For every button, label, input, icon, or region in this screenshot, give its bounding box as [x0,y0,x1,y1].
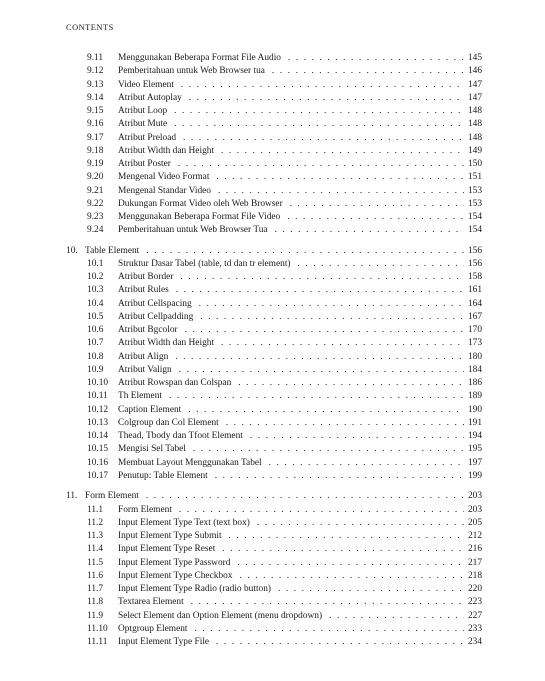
entry-title: Atribut Cellspacing [118,299,195,309]
toc-entry-row [66,258,482,271]
entry-number: 10.11 [87,391,108,402]
leader-dots [118,105,482,118]
leader-dots [118,324,482,337]
entry-title: Atribut Mute [118,119,170,129]
leader-dots [118,470,482,483]
entry-title: Dukungan Format Video oleh Web Browser [118,199,286,209]
toc-entry-row [66,530,482,543]
leader-dots [118,583,482,596]
page-number: 184 [464,364,482,377]
entry-title: Atribut Preload [118,133,179,143]
page-number: 153 [464,185,482,198]
page-number: 191 [464,417,482,430]
page-number: 147 [464,92,482,105]
page-number: 151 [464,171,482,184]
entry-title: Thead, Tbody dan Tfoot Element [118,431,246,441]
page-number: 148 [464,132,482,145]
table-of-contents [66,52,482,649]
page-number: 234 [464,636,482,649]
page-number: 190 [464,404,482,417]
entry-number: 11.11 [87,637,108,648]
page-number: 145 [464,52,482,65]
page-number: 203 [464,504,482,517]
leader-dots [118,636,482,649]
leader-dots [118,443,482,456]
entry-title: Membuat Layout Menggunakan Tabel [118,458,265,468]
page-number: 189 [464,390,482,403]
toc-entry-row [66,583,482,596]
leader-dots [118,610,482,623]
entry-title: Input Element Type Password [118,558,233,568]
leader-dots [118,377,482,390]
toc-entry-row [66,517,482,530]
toc-entry-row [66,52,482,65]
leader-dots [118,417,482,430]
toc-entry-row [66,504,482,517]
toc-entry-row [66,404,482,417]
page-number: 148 [464,105,482,118]
page-number: 164 [464,298,482,311]
entry-number: 9.22 [87,198,104,209]
entry-title: Struktur Dasar Tabel (table, td dan tr element) [118,259,294,269]
entry-title: Input Element Type Submit [118,531,225,541]
leader-dots [85,245,482,258]
leader-dots [118,211,482,224]
toc-entry-row [66,324,482,337]
leader-dots [118,224,482,237]
leader-dots [118,52,482,65]
entry-number: 10.12 [87,404,109,415]
toc-entry-row [66,623,482,636]
entry-number: 11.5 [87,557,104,568]
entry-title: Optgroup Element [118,624,191,634]
entry-number: 11.4 [87,544,104,555]
chapter-number: 11. [66,491,78,502]
entry-title: Atribut Autoplay [118,93,185,103]
entry-number: 9.15 [87,106,104,116]
entry-title: Penutup: Table Element [118,471,211,481]
entry-title: Atribut Border [118,272,176,282]
toc-chapter-row [66,245,482,258]
chapter-title: Form Element [85,491,142,501]
page-number: 167 [464,311,482,324]
toc-entry-row [66,377,482,390]
entry-number: 11.7 [87,584,104,595]
leader-dots [118,596,482,609]
page-number: 194 [464,430,482,443]
entry-title: Atribut Width dan Height [118,338,217,348]
leader-dots [118,298,482,311]
page-number: 223 [464,596,482,609]
leader-dots [118,132,482,145]
leader-dots [118,364,482,377]
toc-entry-row [66,171,482,184]
entry-number: 11.2 [87,517,104,528]
leader-dots [118,351,482,364]
leader-dots [118,557,482,570]
entry-number: 10.13 [87,417,109,428]
toc-entry-row [66,65,482,78]
entry-number: 10.5 [87,311,104,322]
entry-number: 9.17 [87,132,104,143]
page-number: 154 [464,211,482,224]
page-number: 173 [464,337,482,350]
leader-dots [118,530,482,543]
section-gap [66,483,482,490]
leader-dots [118,92,482,105]
leader-dots [118,311,482,324]
toc-entry-row [66,198,482,211]
entry-number: 9.21 [87,185,104,196]
entry-title: Textarea Element [118,597,187,607]
entry-number: 10.10 [87,378,109,389]
entry-title: Atribut Poster [118,159,174,169]
leader-dots [118,158,482,171]
leader-dots [118,623,482,636]
entry-title: Atribut Align [118,352,171,362]
page-number: 227 [464,610,482,623]
entry-number: 11.8 [87,597,104,608]
leader-dots [118,79,482,92]
entry-title: Atribut Cellpadding [118,312,196,322]
toc-chapter-row [66,490,482,503]
entry-number: 10.4 [87,298,104,309]
entry-number: 9.11 [87,53,104,63]
entry-title: Form Element [118,505,175,515]
page-number: 195 [464,443,482,456]
leader-dots [118,271,482,284]
page-number: 156 [464,258,482,271]
leader-dots [118,284,482,297]
toc-entry-row [66,79,482,92]
toc-entry-row [66,457,482,470]
leader-dots [118,118,482,131]
page-number: 156 [464,245,482,258]
page-number: 147 [464,79,482,92]
entry-number: 10.3 [87,285,104,296]
entry-number: 11.3 [87,531,104,542]
entry-number: 9.14 [87,92,104,103]
leader-dots [118,404,482,417]
page-number: 203 [464,490,482,503]
entry-title: Mengenal Video Format [118,172,212,182]
toc-entry-row [66,351,482,364]
entry-number: 11.1 [87,504,104,515]
entry-number: 9.23 [87,212,104,222]
leader-dots [118,185,482,198]
entry-title: Mengisi Sel Tabel [118,444,189,454]
toc-entry-row [66,92,482,105]
page-number: 146 [464,65,482,78]
toc-entry-row [66,118,482,131]
page-number: 170 [464,324,482,337]
toc-entry-row [66,337,482,350]
entry-title: Atribut Bgcolor [118,325,181,335]
toc-entry-row [66,610,482,623]
entry-number: 11.6 [87,570,104,581]
toc-entry-row [66,570,482,583]
entry-title: Atribut Rowspan dan Colspan [118,378,234,388]
leader-dots [118,430,482,443]
leader-dots [118,65,482,78]
toc-entry-row [66,158,482,171]
entry-title: Input Element Type Reset [118,544,218,554]
entry-title: Mengenal Standar Video [118,186,214,196]
entry-number: 9.12 [87,66,104,77]
entry-title: Pemberitahuan untuk Web Browser tua [118,66,268,76]
page-number: 220 [464,583,482,596]
entry-title: Video Element [118,80,177,90]
entry-number: 9.16 [87,119,104,130]
leader-dots [118,543,482,556]
chapter-number: 10. [66,245,78,256]
toc-entry-row [66,105,482,118]
leader-dots [118,517,482,530]
running-head: CONTENTS [66,23,114,32]
entry-number: 9.24 [87,225,104,236]
leader-dots [118,171,482,184]
entry-title: Atribut Valign [118,365,175,375]
leader-dots [118,145,482,158]
entry-number: 10.17 [87,470,109,481]
entry-number: 10.7 [87,338,104,349]
page-number: 218 [464,570,482,583]
toc-entry-row [66,185,482,198]
entry-title: Atribut Loop [118,106,170,116]
toc-entry-row [66,430,482,443]
page-number: 205 [464,517,482,530]
page-number: 212 [464,530,482,543]
entry-number: 9.19 [87,159,104,169]
toc-entry-row [66,443,482,456]
section-gap [66,238,482,245]
entry-number: 10.14 [87,431,109,442]
leader-dots [118,457,482,470]
leader-dots [118,390,482,403]
leader-dots [118,258,482,271]
page-number: 233 [464,623,482,636]
entry-title: Menggunakan Beberapa Format File Video [118,212,283,222]
entry-title: Caption Element [118,405,184,415]
toc-entry-row [66,211,482,224]
entry-number: 9.18 [87,145,104,156]
page-number: 180 [464,351,482,364]
entry-title: Colgroup dan Col Element [118,418,222,428]
entry-number: 9.20 [87,172,104,183]
entry-number: 10.16 [87,457,109,468]
page-number: 148 [464,118,482,131]
toc-entry-row [66,145,482,158]
page-number: 217 [464,557,482,570]
toc-entry-row [66,596,482,609]
toc-entry-row [66,417,482,430]
page-number: 186 [464,377,482,390]
entry-number: 10.8 [87,351,104,362]
entry-number: 11.10 [87,623,108,634]
leader-dots [118,198,482,211]
entry-number: 10.15 [87,444,109,455]
page-number: 158 [464,271,482,284]
entry-number: 11.9 [87,610,104,621]
toc-entry-row [66,470,482,483]
entry-number: 10.2 [87,272,104,283]
page-number: 154 [464,224,482,237]
leader-dots [118,570,482,583]
entry-title: Menggunakan Beberapa Format File Audio [118,53,284,63]
leader-dots [118,337,482,350]
toc-entry-row [66,132,482,145]
entry-number: 10.9 [87,364,104,375]
page-number: 197 [464,457,482,470]
toc-entry-row [66,557,482,570]
entry-title: Input Element Type Checkbox [118,571,236,581]
toc-entry-row [66,271,482,284]
entry-title: Input Element Type Text (text box) [118,518,253,528]
page-number: 216 [464,543,482,556]
entry-number: 10.6 [87,325,104,336]
entry-title: Atribut Width dan Height [118,146,217,156]
page-number: 153 [464,198,482,211]
entry-number: 10.1 [87,258,104,269]
toc-entry-row [66,298,482,311]
toc-entry-row [66,364,482,377]
toc-entry-row [66,543,482,556]
leader-dots [85,490,482,503]
toc-entry-row [66,636,482,649]
toc-entry-row [66,224,482,237]
leader-dots [118,504,482,517]
entry-number: 9.13 [87,79,104,90]
page-number: 161 [464,284,482,297]
entry-title: Input Element Type Radio (radio button) [118,584,274,594]
page-number: 150 [464,158,482,171]
chapter-title: Table Element [85,246,142,256]
entry-title: Pemberitahuan untuk Web Browser Tua [118,225,271,235]
entry-title: Select Element dan Option Element (menu dropdown) [118,611,325,621]
entry-title: Th Element [118,391,165,401]
entry-title: Input Element Type File [118,637,212,647]
toc-entry-row [66,284,482,297]
page-number: 199 [464,470,482,483]
toc-entry-row [66,311,482,324]
page-number: 149 [464,145,482,158]
entry-title: Atribut Rules [118,285,172,295]
toc-entry-row [66,390,482,403]
